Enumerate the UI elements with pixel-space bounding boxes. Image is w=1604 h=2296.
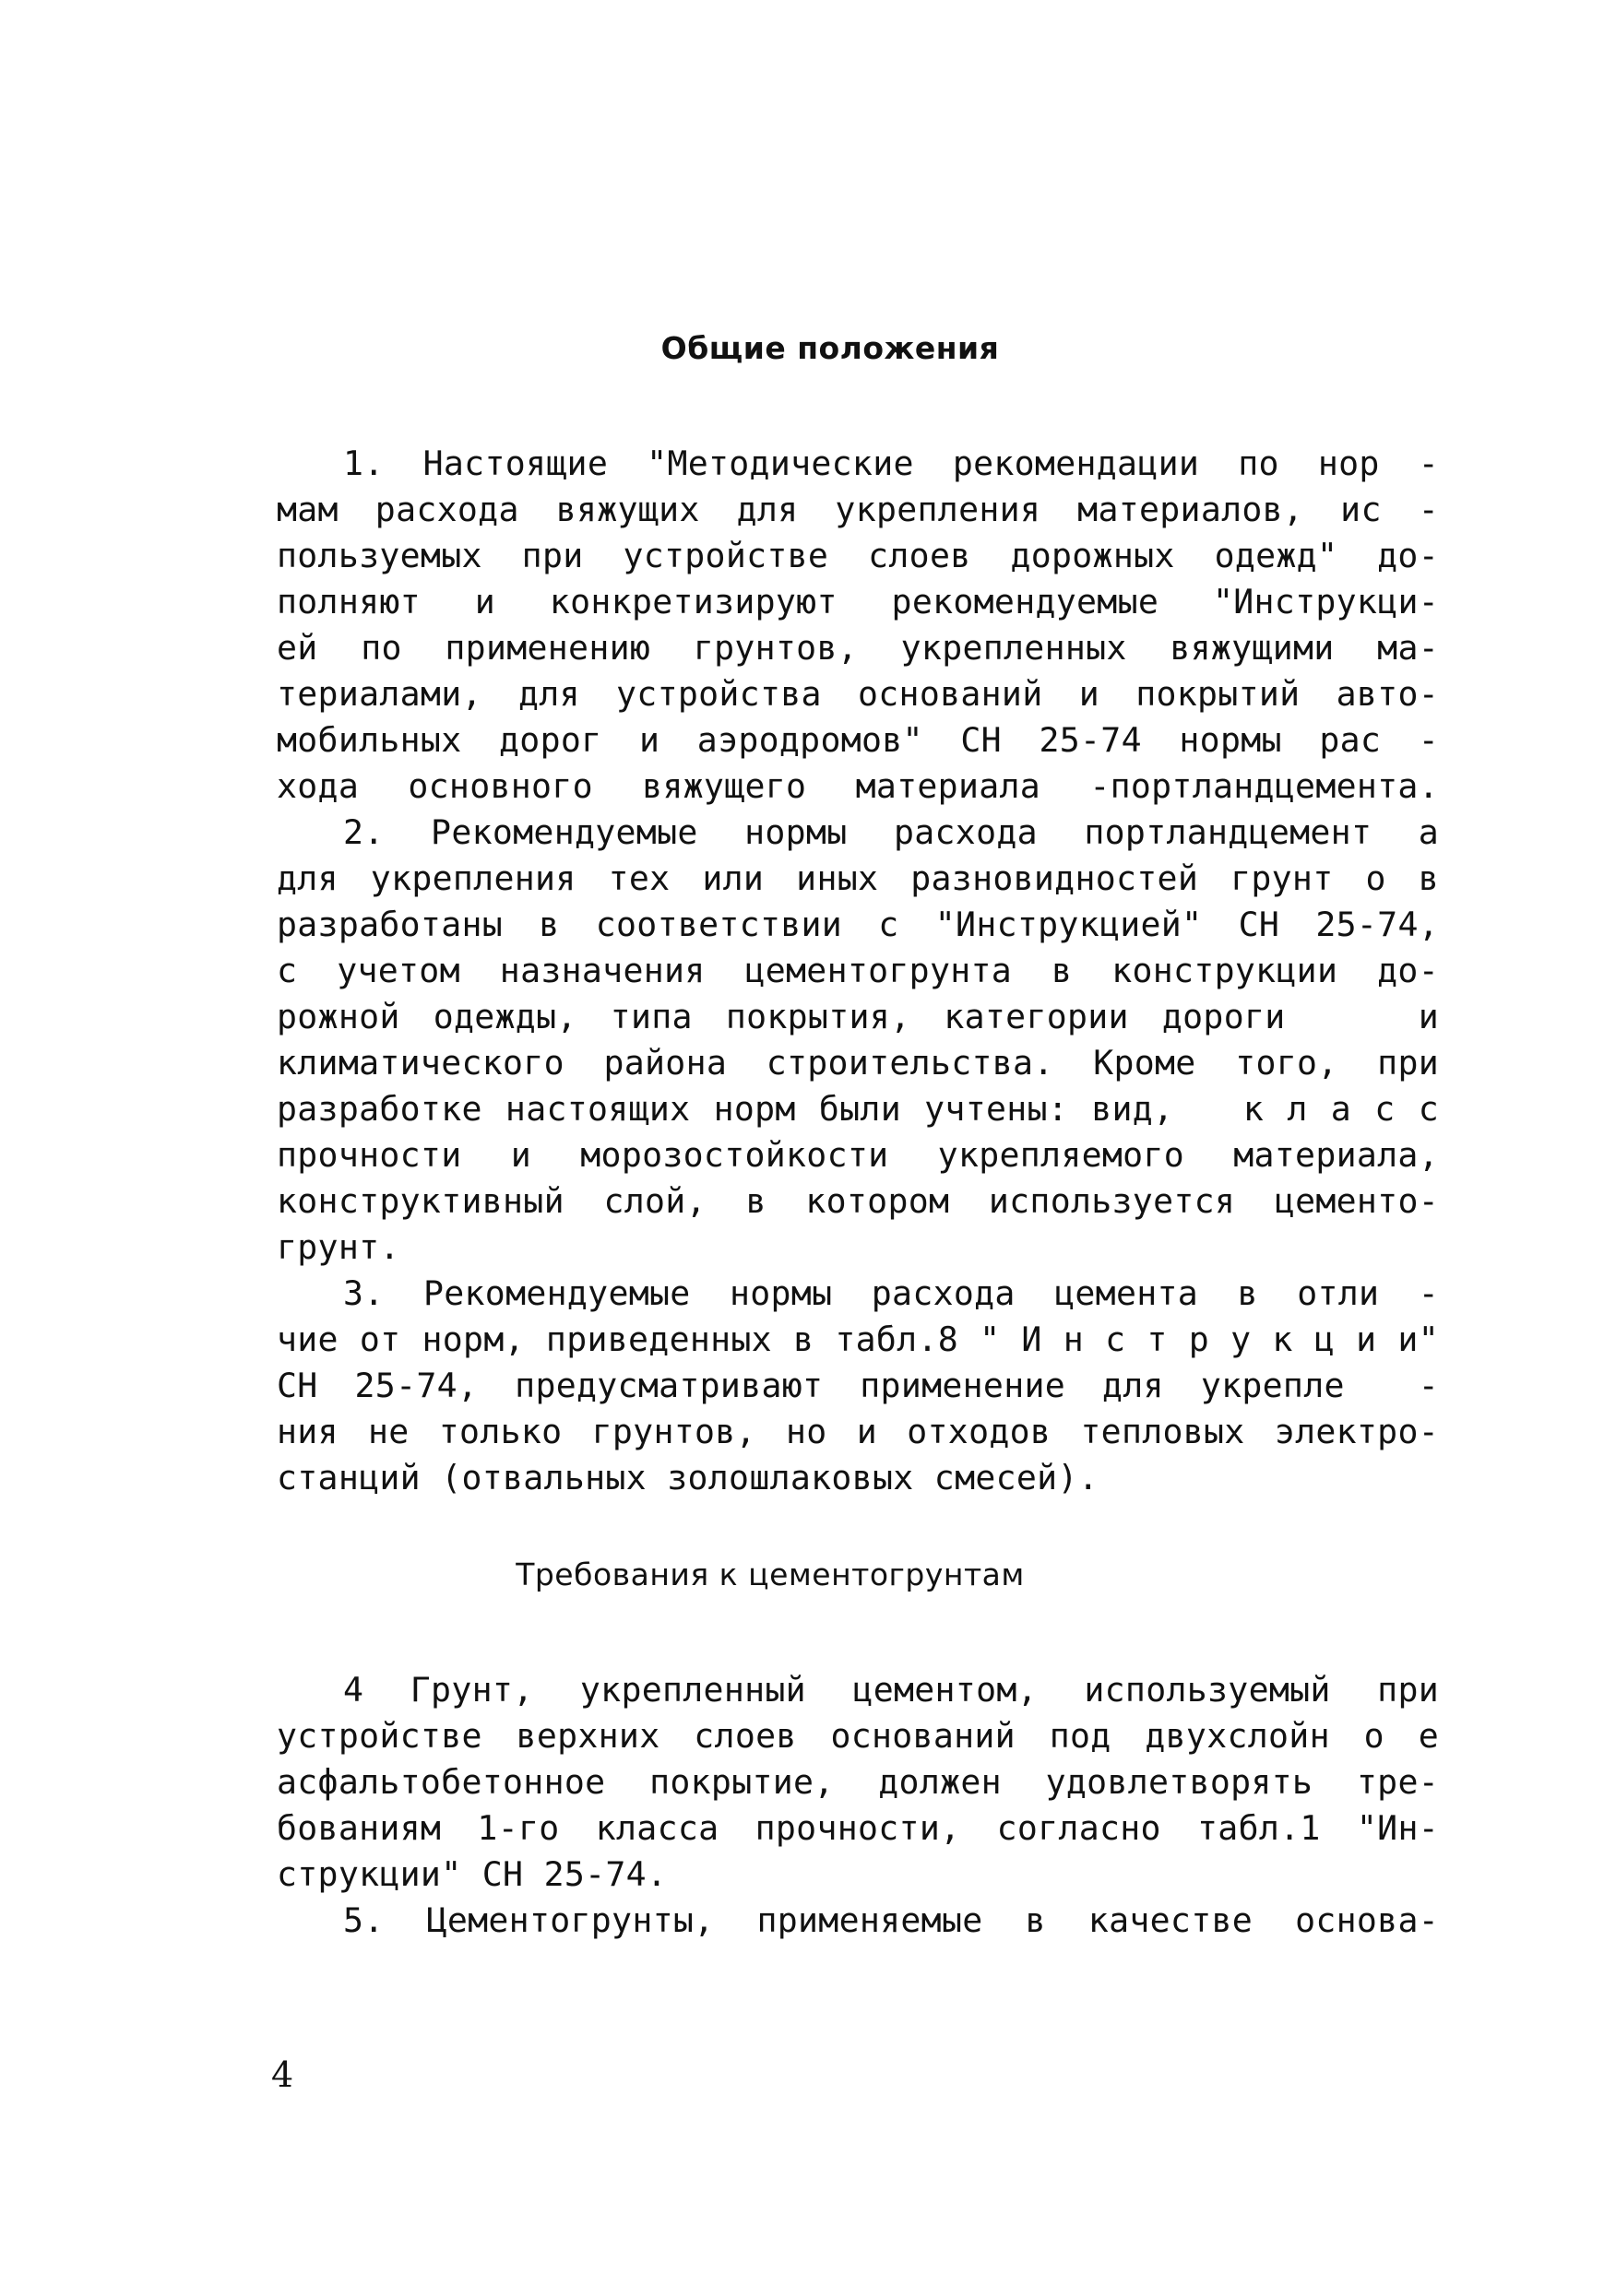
paragraph-line: териалами, для устройства оснований и покрытий авто-	[277, 674, 1439, 714]
paragraph-line: чие от норм, приведенных в табл.8 " И н с т р у к ц и и"	[277, 1320, 1439, 1359]
paragraph-line: СН 25-74, предусматривают применение для укрепле -	[277, 1366, 1439, 1405]
section-title-general: Общие положения	[660, 330, 1000, 366]
paragraph-line: разработаны в соответствии с "Инструкцией" СН 25-74,	[277, 905, 1439, 944]
paragraph-line: ей по применению грунтов, укрепленных вяжущими ма-	[277, 628, 1439, 668]
paragraph-line: 2. Рекомендуемые нормы расхода портландцемент а	[343, 812, 1439, 852]
paragraph-line: 4 Грунт, укрепленный цементом, используемый при	[343, 1670, 1439, 1710]
paragraph-line: станций (отвальных золошлаковых смесей).	[277, 1458, 1099, 1497]
paragraph-line: для укрепления тех или иных разновидностей грунт о в	[277, 858, 1439, 898]
paragraph-line: 5. Цементогрунты, применяемые в качестве основа-	[343, 1900, 1439, 1940]
paragraph-line: бованиям 1-го класса прочности, согласно табл.1 "Ин-	[277, 1808, 1439, 1848]
paragraph-line: мам расхода вяжущих для укрепления материалов, ис -	[277, 490, 1439, 529]
paragraph-line: пользуемых при устройстве слоев дорожных одежд" до-	[277, 536, 1439, 575]
section-title-requirements: Требования к цементогрунтам	[516, 1556, 1025, 1592]
paragraph-line: 1. Настоящие "Методические рекомендации по нор -	[343, 444, 1439, 483]
paragraph-line: полняют и конкретизируют рекомендуемые "Инструкци-	[277, 582, 1439, 621]
paragraph-line: 3. Рекомендуемые нормы расхода цемента в отли -	[343, 1273, 1439, 1313]
paragraph-line: устройстве верхних слоев оснований под двухслойн о е	[277, 1716, 1439, 1756]
page-number: 4	[271, 2054, 294, 2095]
paragraph-line: мобильных дорог и аэродромов" СН 25-74 нормы рас -	[277, 720, 1439, 760]
paragraph-line: струкции" СН 25-74.	[277, 1854, 668, 1894]
paragraph-line: конструктивный слой, в котором используется цементо-	[277, 1181, 1439, 1221]
paragraph-line: разработке настоящих норм были учтены: вид, к л а с с	[277, 1089, 1439, 1129]
paragraph-line: ния не только грунтов, но и отходов тепловых электро-	[277, 1412, 1439, 1451]
paragraph-line: климатического района строительства. Кроме того, при	[277, 1043, 1439, 1083]
paragraph-line: рожной одежды, типа покрытия, категории дороги и	[277, 997, 1439, 1036]
paragraph-line: прочности и морозостойкости укрепляемого материала,	[277, 1135, 1439, 1175]
paragraph-line: хода основного вяжущего материала -портландцемента.	[277, 766, 1439, 806]
paragraph-line: асфальтобетонное покрытие, должен удовлетворять тре-	[277, 1762, 1439, 1802]
paragraph-line: с учетом назначения цементогрунта в конструкции до-	[277, 951, 1439, 990]
paragraph-line: грунт.	[277, 1227, 400, 1267]
